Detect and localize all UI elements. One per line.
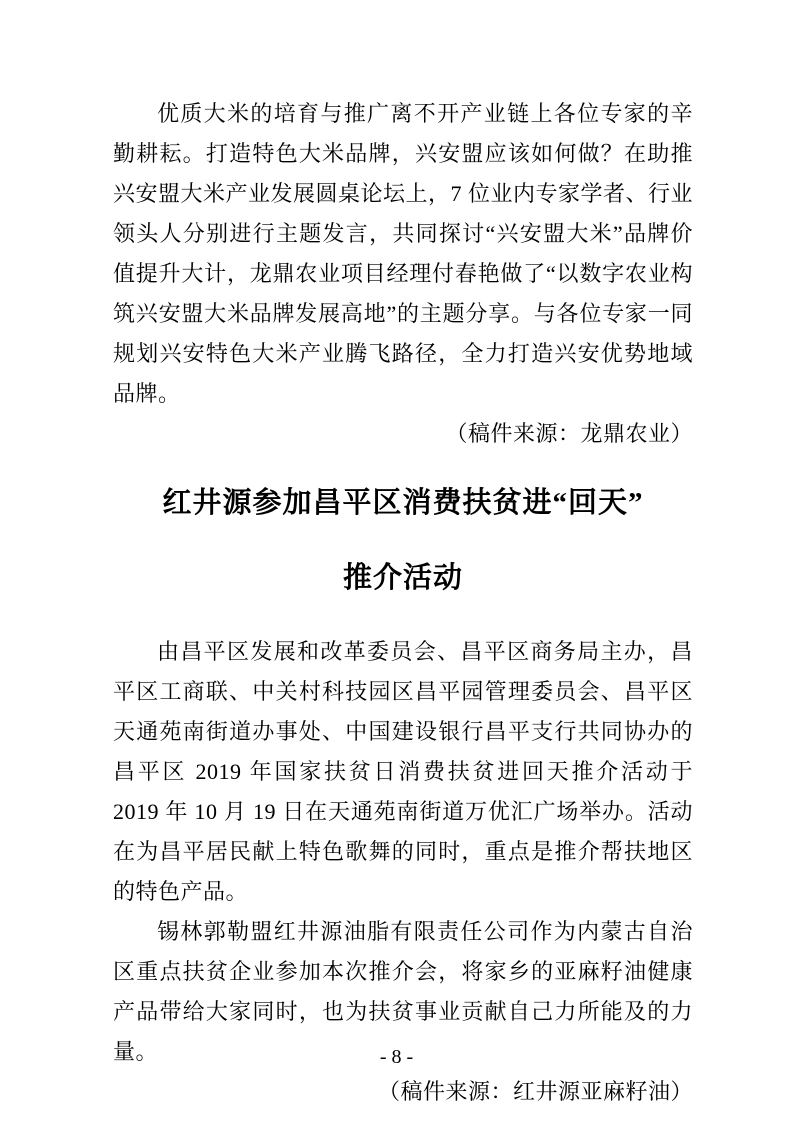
article-title	[113, 466, 693, 616]
attribution-hongjingyuan-flaxseed-oil: （稿件来源：红井源亚麻籽油）	[377, 1079, 693, 1104]
attribution-longding-agriculture: （稿件来源：龙鼎农业）	[445, 421, 693, 446]
paragraph-rice-experts: 优质大米的培育与推广离不开产业链上各位专家的辛勤耕耘。打造特色大米品牌，兴安盟应该如何做？在助推兴安盟大米产业发展圆桌论坛上，7 位业内专家学者、行业领头人分别进行主题发言，共同探讨“兴安盟大米”品牌价值提升大计，龙鼎农业项目经理付春艳做了“以数字农业构筑兴安盟大米品牌发展高地”的主题分享。与各位专家一同规划兴安特色大米产业腾飞路径，全力打造兴安优势地域品牌。	[113, 101, 694, 406]
paragraph-hongjingyuan-company: 锡林郭勒盟红井源油脂有限责任公司作为内蒙古自治区重点扶贫企业参加本次推介会，将家乡的亚麻籽油健康产品带给大家同时，也为扶贫事业贡献自己力所能及的力量。	[113, 919, 693, 1064]
paragraph-event-organizers: 由昌平区发展和改革委员会、昌平区商务局主办，昌平区工商联、中关村科技园区昌平园管理委员会、昌平区天通苑南街道办事处、中国建设银行昌平支行共同协办的昌平区 2019 年国家扶贫日消费扶贫进回天推介活动于 2019 年 10 月 19 日在天通苑南街道万优汇广场举办。活动在为昌平居民献上特色歌舞的同时，重点是推介帮扶地区的特色产品。	[113, 639, 693, 904]
article-title-line1: 红井源参加昌平区消费扶贫进“回天”	[162, 487, 644, 519]
article-title-line2: 推介活动	[342, 562, 463, 594]
page-number: - 8 -	[379, 1046, 414, 1068]
